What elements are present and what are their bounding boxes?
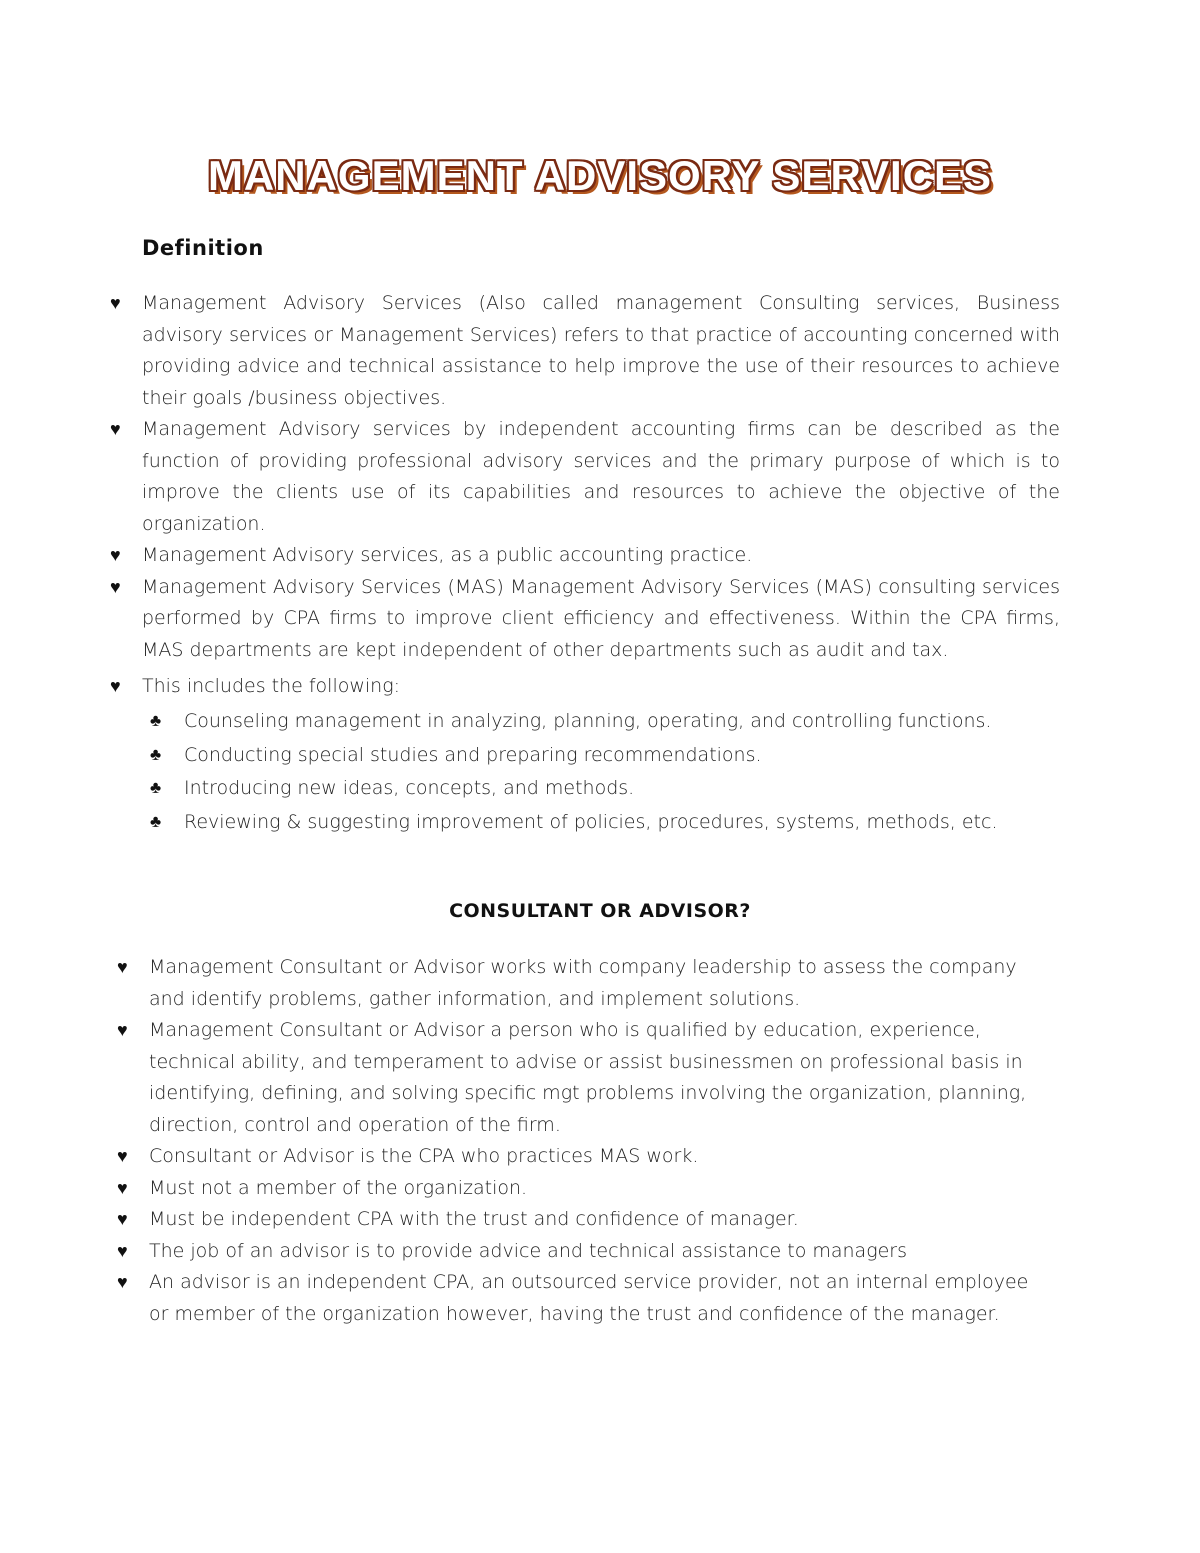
includes-item-text: Counseling management in analyzing, planning, operating, and controlling functions. (184, 710, 992, 732)
club-bullet-icon: ♣ (150, 811, 162, 832)
list-item (117, 1204, 1049, 1236)
includes-item-text: Reviewing & suggesting improvement of policies, procedures, systems, methods, etc. (184, 810, 998, 833)
definition-item-text: Management Advisory Services (Also called management Consulting services, Business advisory services or Management Services) refers to that practice of accounting concerned with providing advice and technical assistance to help improve the use of their resources to achieve their goals /business objectives. (142, 292, 1060, 409)
club-bullet-icon: ♣ (150, 744, 162, 765)
list-item (117, 1173, 1049, 1205)
heart-bullet-icon: ♥ (110, 576, 121, 598)
heart-bullet-icon: ♥ (117, 1209, 128, 1230)
includes-item-text: Introducing new ideas, concepts, and methods. (184, 777, 635, 799)
includes-sub-list (150, 705, 1060, 839)
list-item (110, 414, 1060, 540)
heart-bullet-icon: ♥ (117, 1177, 128, 1199)
definition-item-text: Management Advisory services by independent accounting firms can be described as the function of providing professional advisory services and the primary purpose of which is to improve the clients use of its capabilities and resources to achieve the objective of the organization. (142, 418, 1060, 535)
heart-bullet-icon: ♥ (117, 957, 128, 978)
consultant-item-text: The job of an advisor is to provide advice and technical assistance to managers (149, 1239, 908, 1262)
heart-bullet-icon: ♥ (117, 1272, 128, 1293)
definition-item-text: Management Advisory Services (MAS) Management Advisory Services (MAS) consulting services performed by CPA firms to improve client efficiency and effectiveness. Within the CPA firms, MAS departments are kept independent of other departments such as audit and tax. (142, 575, 1060, 661)
consultant-item-text: Must be independent CPA with the trust and confidence of manager. (149, 1208, 799, 1230)
definition-heading: Definition (142, 236, 264, 260)
consultant-item-text: Management Consultant or Advisor works with company leadership to assess the company and identify problems, gather information, and implement solutions. (149, 956, 1017, 1010)
club-bullet-icon: ♣ (150, 711, 162, 731)
heart-bullet-icon: ♥ (110, 676, 121, 697)
list-item (150, 705, 1060, 739)
list-item (110, 671, 1060, 703)
definition-list (110, 288, 1060, 666)
list-item (150, 806, 1060, 840)
heart-bullet-icon: ♥ (110, 419, 121, 440)
list-item (117, 1236, 1049, 1268)
heart-bullet-icon: ♥ (117, 1146, 128, 1167)
consultant-item-text: An advisor is an independent CPA, an outsourced service provider, not an internal employee or member of the organization however, having the trust and confidence of the manager. (149, 1271, 1029, 1325)
list-item (110, 288, 1060, 414)
list-item (117, 1267, 1049, 1330)
list-item (150, 772, 1060, 806)
consultant-item-text: Consultant or Advisor is the CPA who practices MAS work. (149, 1145, 699, 1167)
consultant-item-text: Must not a member of the organization. (149, 1176, 528, 1199)
heart-bullet-icon: ♥ (110, 545, 121, 566)
list-item (150, 739, 1060, 773)
document-title: MANAGEMENT ADVISORY SERVICES (207, 152, 993, 199)
includes-intro-text: This includes the following: (142, 675, 401, 697)
includes-item-text: Conducting special studies and preparing recommendations. (184, 743, 762, 766)
heart-bullet-icon: ♥ (117, 1020, 128, 1041)
heart-bullet-icon: ♥ (110, 293, 121, 314)
list-item (110, 540, 1060, 572)
heart-bullet-icon: ♥ (117, 1240, 128, 1262)
list-item (117, 1015, 1049, 1141)
consultant-heading: CONSULTANT OR ADVISOR? (449, 900, 751, 922)
list-item (117, 1141, 1049, 1173)
includes-intro-list (110, 671, 1060, 703)
definition-item-text: Management Advisory services, as a public accounting practice. (142, 544, 753, 566)
consultant-list (117, 952, 1049, 1330)
list-item (110, 572, 1060, 667)
list-item (117, 952, 1049, 1015)
consultant-item-text: Management Consultant or Advisor a person who is qualified by education, experience, technical ability, and temperament to advise or assist businessmen on professional basis in identifying, defining, and solving specific mgt problems involving the organization, planning, direction, control and operation of the firm. (149, 1019, 1027, 1136)
club-bullet-icon: ♣ (150, 778, 162, 798)
